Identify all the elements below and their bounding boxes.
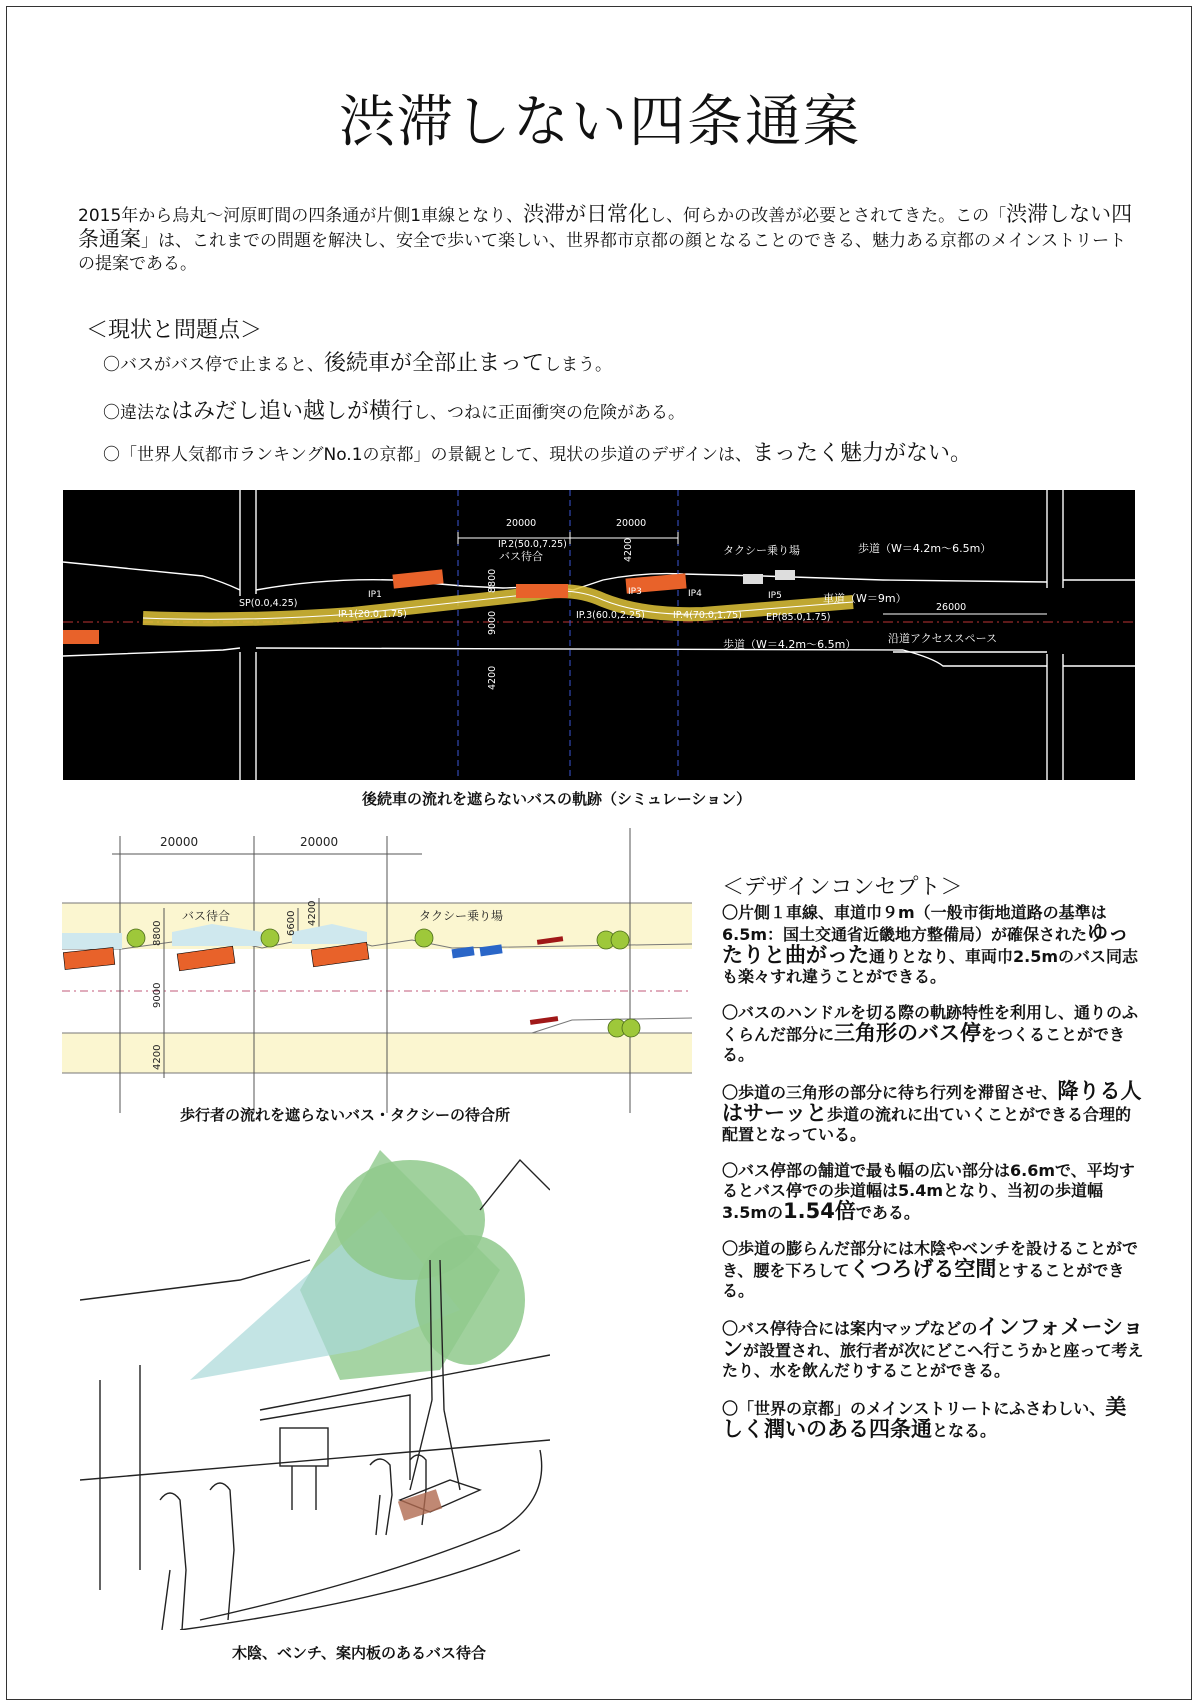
body-text: し、何らかの改善が必要とされてきた。この「 — [649, 206, 1007, 226]
design-concept — [722, 870, 1144, 1457]
diagram-dim-4200b: 4200 — [152, 1044, 163, 1070]
plan-ip2: IP.2(50.0,7.25) — [498, 539, 567, 550]
body-text: 通りとなり、車両巾2.5mのバス同志も楽々すれ違うことができる。 — [722, 947, 1139, 986]
body-text: 〇バス停部の舗道で最も幅の広い部分は6.6mで、平均するとバス停での歩道幅は5.4mとなり、当初の歩道幅3.5mの — [722, 1161, 1135, 1222]
bus-trajectory-plan — [63, 490, 1135, 780]
page-title: 渋滞しない四条通案 — [339, 90, 861, 155]
plan-dim-1: 20000 — [506, 518, 537, 529]
emphasis-text: 渋滞が日常化 — [523, 202, 650, 226]
plan-bus-wait: バス待合 — [499, 550, 543, 563]
problem-item-3 — [103, 436, 972, 467]
bus-shelter-sketch — [80, 1150, 550, 1630]
waiting-area-diagram — [62, 828, 692, 1118]
problem-item-1 — [103, 346, 612, 377]
plan-taxi: タクシー乗り場 — [723, 544, 800, 557]
plan-tag-ip1: IP1 — [368, 590, 382, 600]
body-text: が設置され、旅行者が次にどこへ行こうかと座って考えたり、水を飲んだりすることができる。 — [722, 1341, 1144, 1380]
emphasis-text: はみだし追い越しが横行 — [171, 399, 414, 424]
sketch-caption: 木陰、ベンチ、案内板のあるバス待合 — [232, 1644, 486, 1662]
emphasis-text: インフォメーション — [722, 1315, 1144, 1361]
body-text: 」は、これまでの問題を解決し、安全で歩いて楽しい、世界都市京都の顔となることのできる、魅力ある京都のメインストリートの提案である。 — [78, 231, 1127, 274]
body-text: 〇バスのハンドルを切る際の軌跡特性を利用し、通りのふくらんだ部分に — [722, 1003, 1139, 1044]
diagram-dim-2: 20000 — [300, 835, 339, 849]
concept-para-5 — [722, 1239, 1144, 1301]
body-text: 〇違法な — [103, 403, 171, 423]
concept-para-6 — [722, 1317, 1144, 1381]
plan-tag-ip3: IP3 — [628, 587, 642, 597]
plan-roadway: 車道（W＝9m） — [823, 592, 907, 605]
diagram-dim-1: 20000 — [160, 835, 199, 849]
plan-caption: 後続車の流れを遮らないバスの軌跡（シミュレーション） — [362, 790, 752, 808]
diagram-dim-9000: 9000 — [152, 982, 163, 1008]
plan-dim-3: 26000 — [936, 602, 967, 613]
emphasis-text: 降りる人はサーッと — [722, 1079, 1142, 1125]
plan-sidewalk-bot: 歩道（W＝4.2m〜6.5m） — [723, 638, 857, 651]
emphasis-text: 渋滞しない四条通案 — [78, 202, 1133, 251]
plan-ip1: IP.1(20.0,1.75) — [338, 609, 407, 620]
body-text: 〇バスがバス停で止まると、 — [103, 355, 324, 375]
body-text: 〇バス停待合には案内マップなどの — [722, 1319, 978, 1338]
emphasis-text: 三角形のバス停 — [834, 1021, 982, 1045]
body-text: となる。 — [932, 1421, 997, 1440]
diagram-taxi: タクシー乗り場 — [419, 909, 504, 923]
emphasis-text: ゆったりと曲がった — [722, 921, 1129, 967]
emphasis-text: まったく魅力がない。 — [752, 441, 973, 466]
plan-dim-4200-top: 4200 — [623, 537, 634, 562]
intro-paragraph — [78, 203, 1138, 276]
body-text: し、つねに正面衝突の危険がある。 — [413, 403, 686, 423]
plan-dim-8800: 8800 — [487, 568, 498, 593]
plan-ep: EP(85.0,1.75) — [766, 612, 831, 623]
body-text: 〇「世界の京都」のメインストリートにふさわしい、 — [722, 1399, 1106, 1418]
concept-para-7 — [722, 1397, 1144, 1441]
diagram-dim-8800: 8800 — [152, 920, 163, 946]
emphasis-text: 美しく潤いのある四条通 — [722, 1395, 1127, 1441]
body-text: 〇「世界人気都市ランキングNo.1の京都」の景観として、現状の歩道のデザインは、 — [103, 445, 752, 465]
plan-sidewalk-top: 歩道（W＝4.2m〜6.5m） — [858, 542, 992, 555]
body-text: 2015年から烏丸〜河原町間の四条通が片側1車線となり、 — [78, 206, 524, 226]
plan-sp: SP(0.0,4.25) — [239, 598, 298, 609]
diagram-dim-4200a: 4200 — [307, 900, 318, 926]
body-text: とすることができる。 — [722, 1261, 1125, 1300]
problem-item-2 — [103, 394, 685, 425]
plan-tag-ip4: IP4 — [688, 589, 702, 599]
body-text: をつくることができる。 — [722, 1025, 1126, 1064]
diagram-bus-wait: バス待合 — [182, 909, 231, 923]
concept-para-4 — [722, 1161, 1144, 1223]
concept-para-1 — [722, 903, 1144, 987]
plan-ip4: IP.4(70.0,1.75) — [673, 610, 742, 621]
plan-dim-4200-bot: 4200 — [487, 665, 498, 690]
body-text: 〇歩道の三角形の部分に待ち行列を滞留させ、 — [722, 1083, 1058, 1102]
body-text: 〇歩道の膨らんだ部分には木陰やベンチを設けることができ、腰を下ろして — [722, 1239, 1139, 1280]
concept-para-2 — [722, 1003, 1144, 1065]
plan-ip3: IP.3(60.0,2.25) — [576, 610, 645, 621]
plan-dim-2: 20000 — [616, 518, 647, 529]
diagram-caption: 歩行者の流れを遮らないバス・タクシーの待合所 — [180, 1106, 511, 1124]
diagram-dim-6600: 6600 — [286, 910, 297, 936]
body-text: である。 — [855, 1203, 920, 1222]
plan-access: 沿道アクセススペース — [888, 632, 998, 645]
body-text: 歩道の流れに出ていくことができる合理的配置となっている。 — [722, 1105, 1132, 1144]
emphasis-text: 1.54倍 — [783, 1199, 856, 1223]
emphasis-text: 後続車が全部止まって — [324, 351, 545, 376]
plan-dim-9000: 9000 — [487, 610, 498, 635]
plan-tag-ip5: IP5 — [768, 591, 782, 601]
concept-para-3 — [722, 1081, 1144, 1145]
problems-heading: ＜現状と問題点＞ — [86, 318, 263, 343]
emphasis-text: くつろげる空間 — [849, 1257, 997, 1281]
concept-heading: ＜デザインコンセプト＞ — [722, 875, 963, 900]
body-text: 〇片側１車線、車道巾９m（一般市街地道路の基準は6.5m：国土交通省近畿地方整備局）が確保された — [722, 903, 1107, 944]
body-text: しまう。 — [544, 355, 613, 375]
